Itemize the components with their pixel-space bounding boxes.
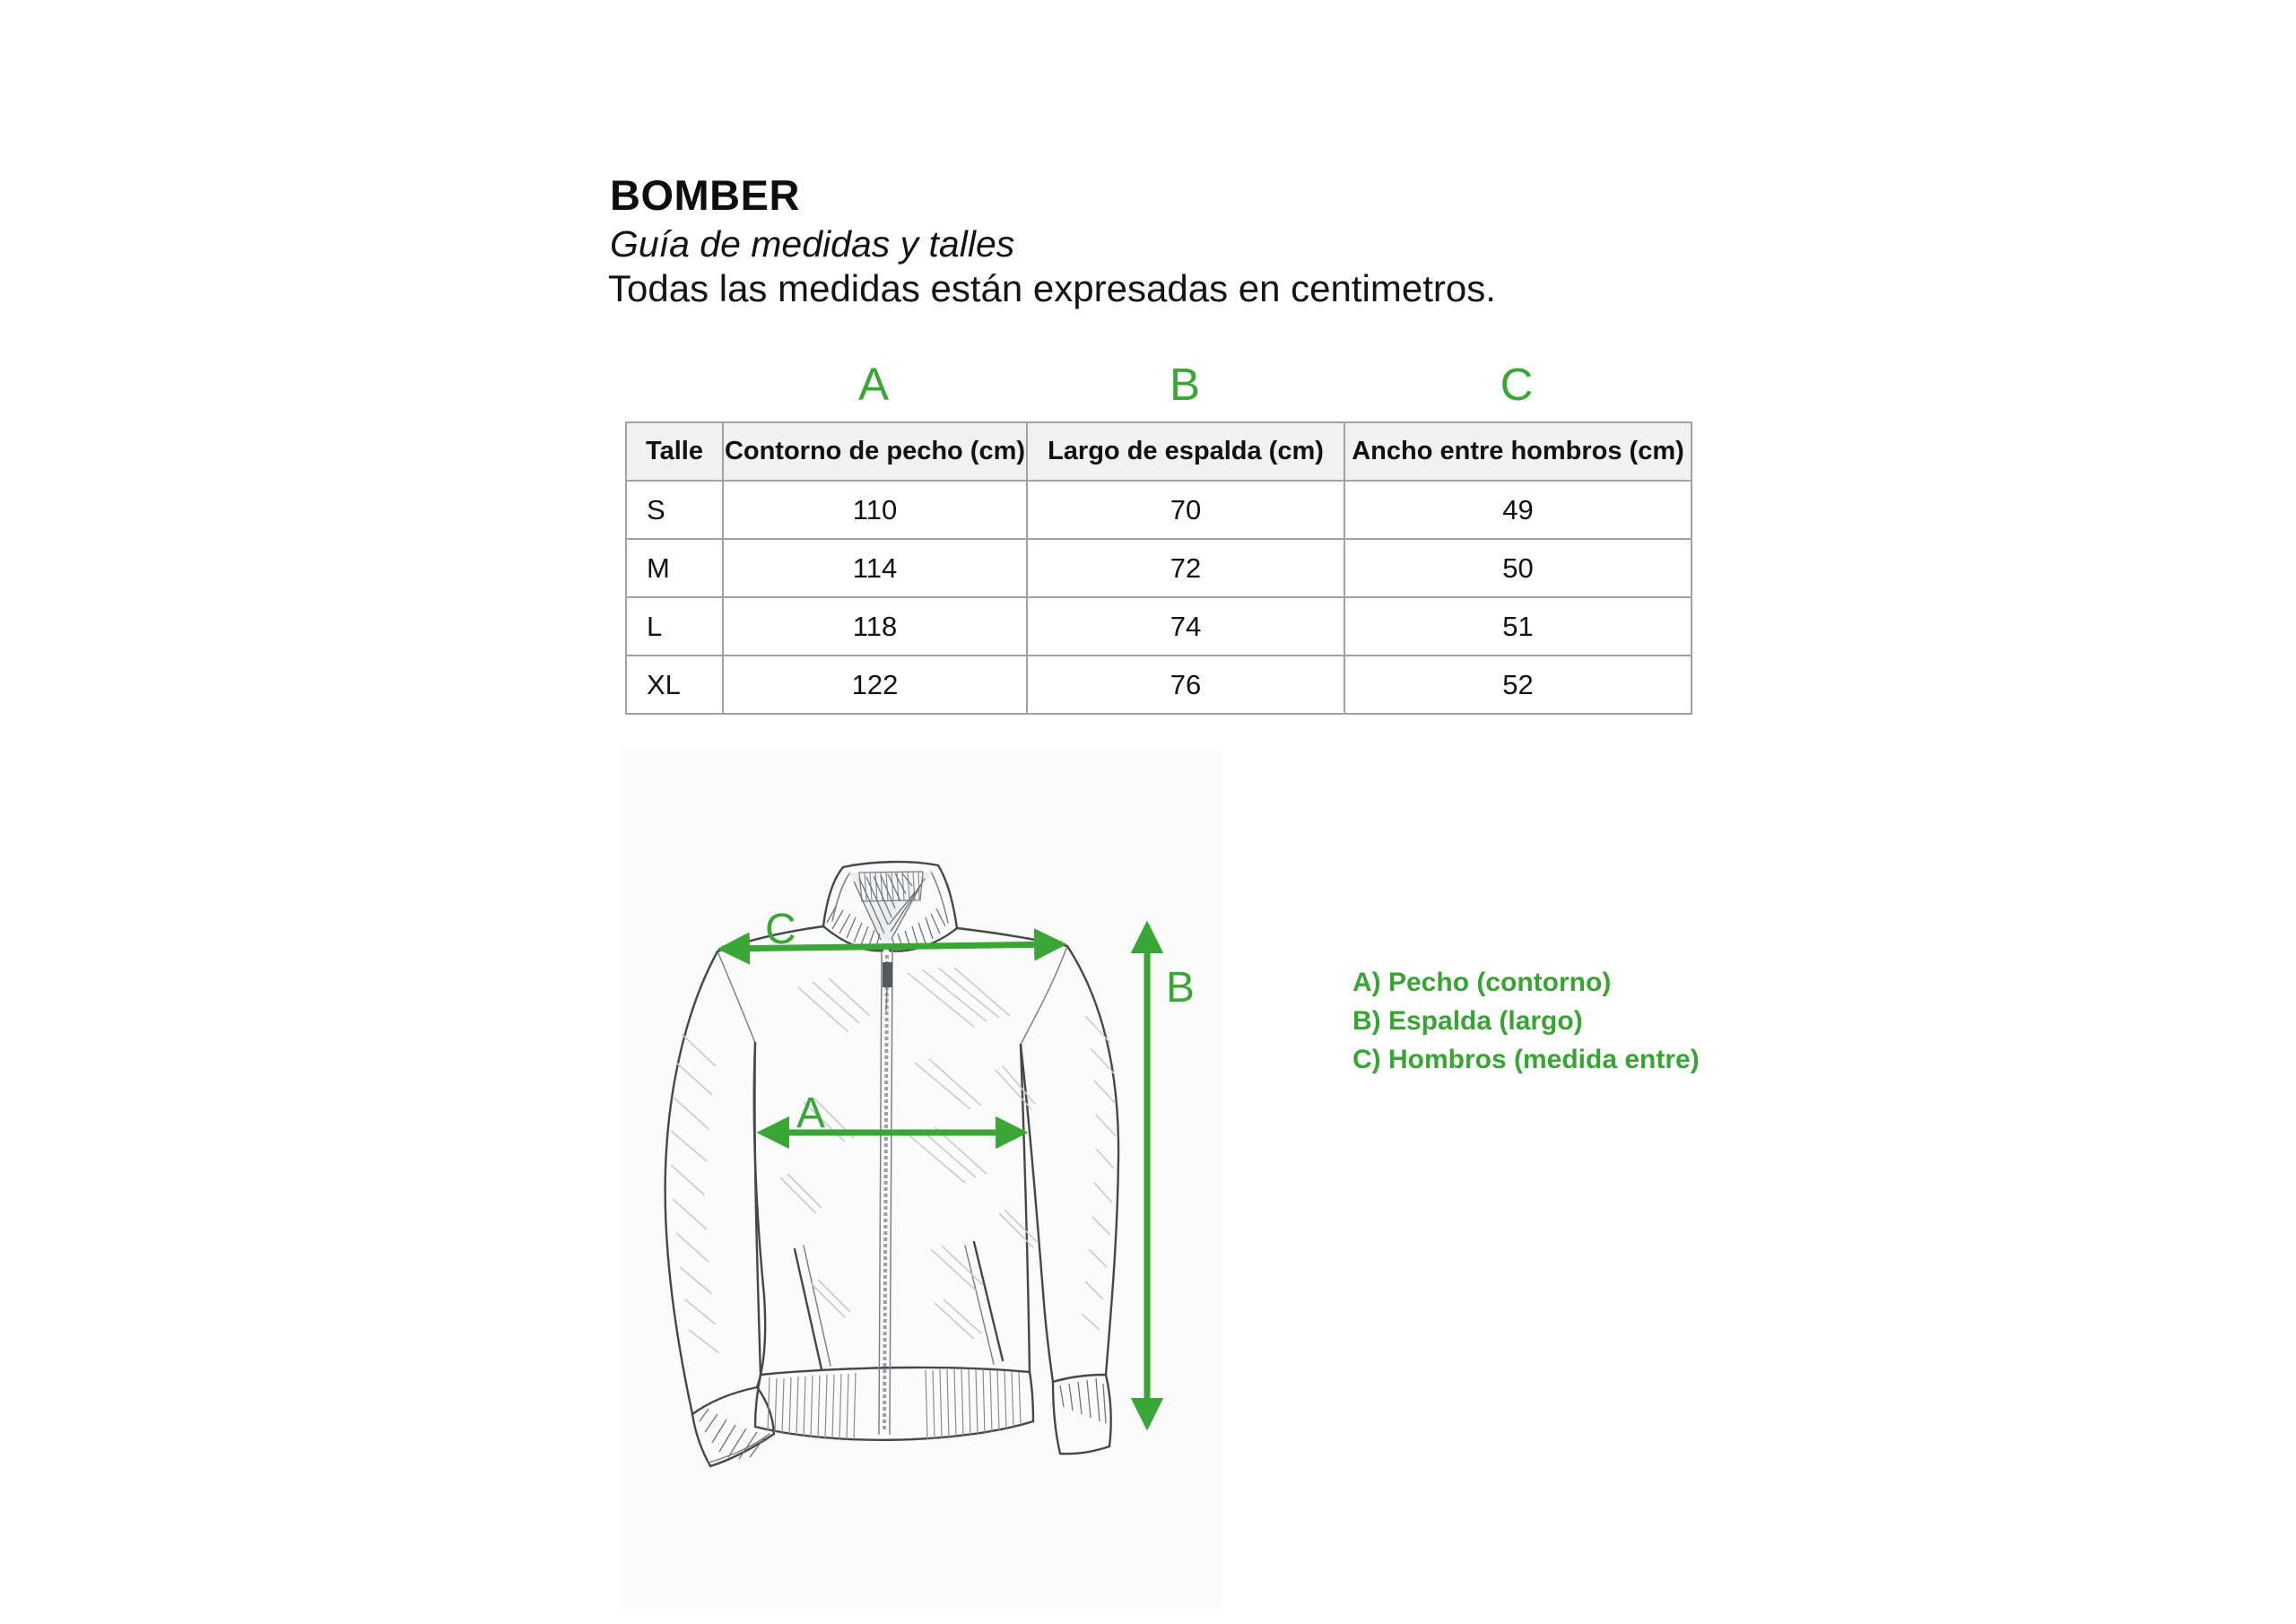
header-chest: Contorno de pecho (cm) (723, 422, 1027, 481)
shoulders-value: 52 (1344, 656, 1692, 714)
size-table (625, 421, 1692, 715)
shoulders-value: 51 (1344, 597, 1692, 656)
size-label: M (626, 539, 723, 597)
legend-item-c: C) Hombros (medida entre) (1352, 1045, 1700, 1074)
size-label: XL (626, 656, 723, 714)
header-shoulders: Ancho entre hombros (cm) (1344, 422, 1692, 481)
page-subtitle: Guía de medidas y talles (610, 223, 1015, 265)
size-label: S (626, 481, 723, 539)
jacket-sketch-lines (665, 862, 1118, 1466)
measurement-legend (1352, 963, 1700, 1079)
chest-value: 114 (723, 539, 1027, 597)
table-row (626, 656, 1692, 714)
column-letter-b: B (1169, 359, 1201, 410)
chest-value: 118 (723, 597, 1027, 656)
diagram-label-b: B (1166, 964, 1196, 1012)
back-value: 76 (1027, 656, 1344, 714)
header-talle: Talle (626, 422, 723, 481)
table-row (626, 597, 1692, 656)
back-value: 72 (1027, 539, 1344, 597)
zipper-pull (883, 962, 892, 987)
back-value: 70 (1027, 481, 1344, 539)
chest-value: 110 (723, 481, 1027, 539)
column-letter-c: C (1500, 359, 1534, 410)
table-row (626, 539, 1692, 597)
bomber-jacket-sketch (619, 747, 1222, 1610)
table-row (626, 481, 1692, 539)
column-letter-a: A (857, 359, 890, 410)
legend-item-a: A) Pecho (contorno) (1352, 968, 1612, 997)
units-note: Todas las medidas están expresadas en centimetros. (608, 267, 1496, 309)
diagram-label-c: C (765, 906, 796, 953)
shoulders-value: 50 (1344, 539, 1692, 597)
diagram-label-a: A (796, 1090, 826, 1137)
legend-item-b: B) Espalda (largo) (1352, 1006, 1583, 1036)
chest-value: 122 (723, 656, 1027, 714)
jacket-figure (619, 747, 1222, 1610)
size-label: L (626, 597, 723, 656)
table-header-row (626, 422, 1692, 481)
page-title: BOMBER (610, 171, 800, 219)
back-value: 74 (1027, 597, 1344, 656)
header-back: Largo de espalda (cm) (1027, 422, 1344, 481)
shoulders-value: 49 (1344, 481, 1692, 539)
